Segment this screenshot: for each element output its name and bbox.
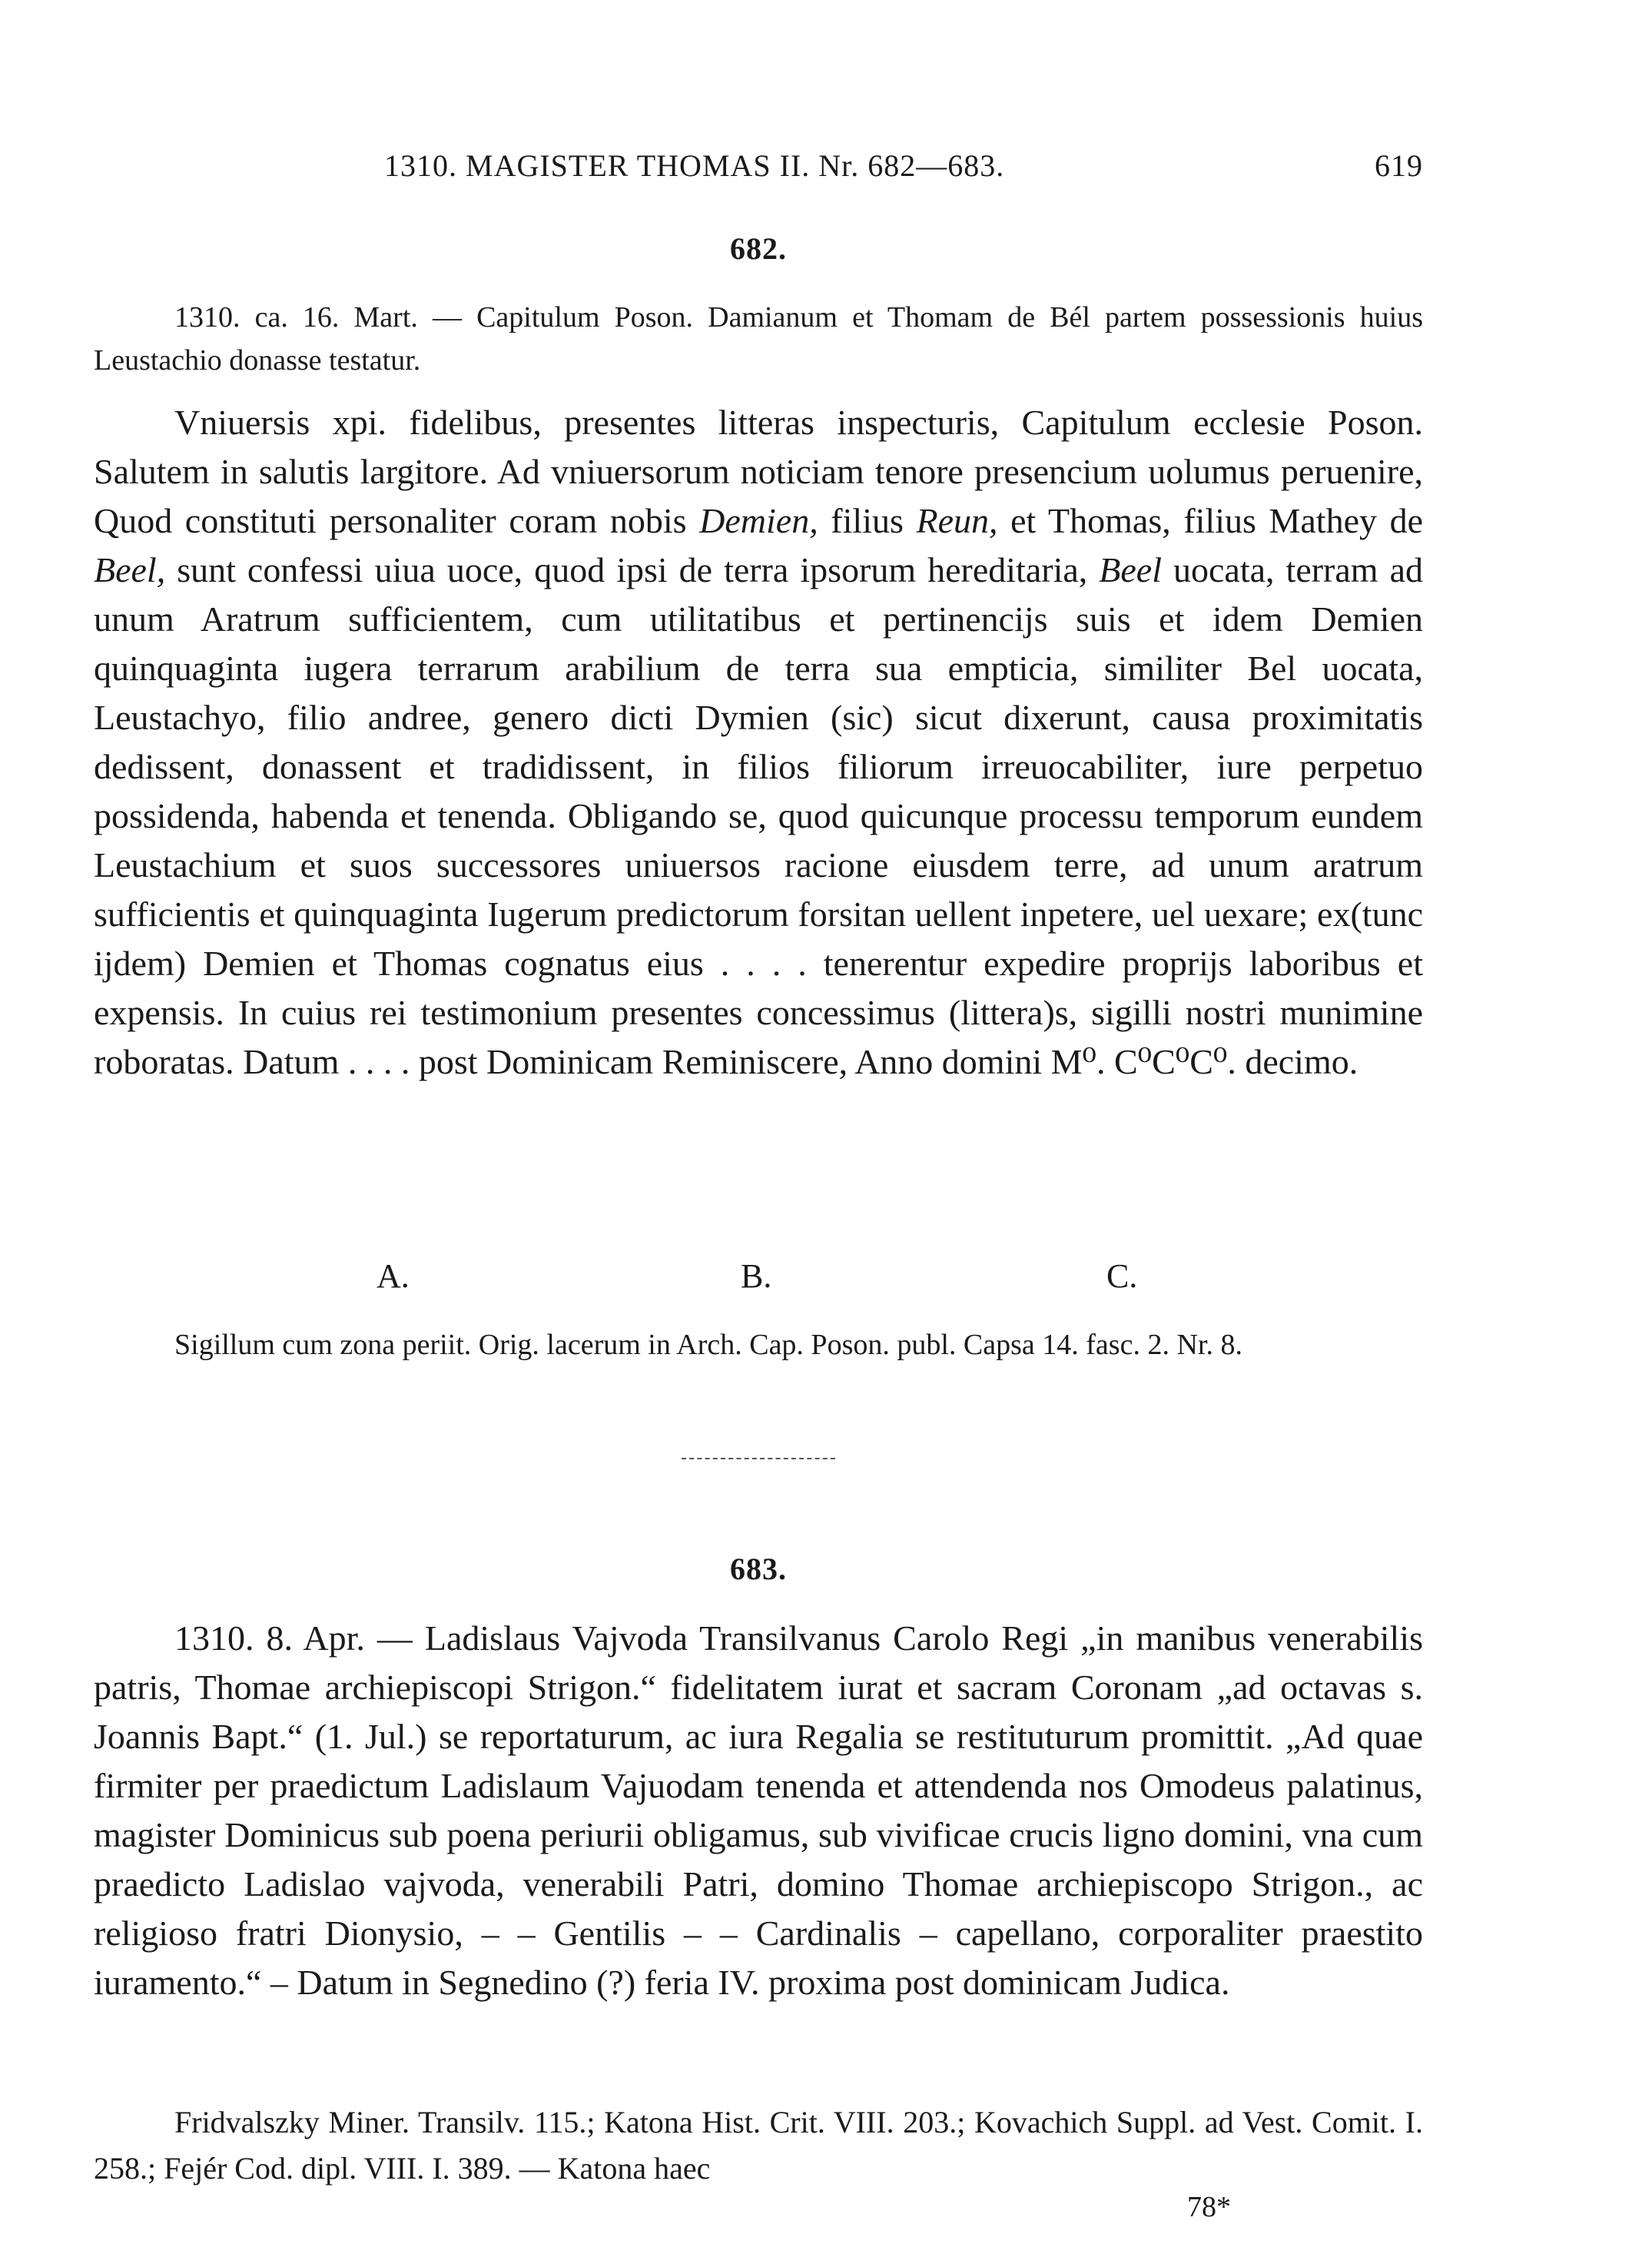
italic-name: Reun, (916, 501, 998, 540)
letter-b: B. (741, 1257, 772, 1295)
italic-name: Beel, (94, 550, 166, 589)
letter-c: C. (1106, 1257, 1138, 1295)
letter-a: A. (377, 1257, 410, 1295)
source-references-683: Fridvalszky Miner. Transilv. 115.; Katona Hist. Crit. VIII. 203.; Kovachich Suppl. ad Vest. Comit. I. 258.; Fejér Cod. dipl. VIII. I. 389. — Katona haec (94, 2105, 1423, 2186)
italic-name: Demien, (699, 501, 818, 540)
text-segment: sunt confessi uiua uoce, quod ipsi de terra ipsorum hereditaria, (165, 550, 1100, 589)
running-title: 1310. MAGISTER THOMAS II. Nr. 682—683. (384, 148, 1005, 183)
section-separator (682, 1458, 835, 1459)
document-number-682: 682. (730, 231, 787, 266)
witness-letters (94, 1256, 1423, 1303)
signature-mark: 78* (1187, 2191, 1231, 2223)
text-segment: uocata, terram ad unum Aratrum sufficientem, cum utilitatibus et pertinencijs suis et idem Demien quinquaginta iugera terrarum arabilium de terra sua empticia, similiter Bel uocata, Leustachyo, filio andree, genero dicti Dymien (sic) sicut dixerunt, causa proximitatis dedissent, donassent et tradidissent, in filios filiorum irreuocabiliter, iure perpetuo possidenda, habenda et tenenda. Obligando se, quod quicunque processu temporum eundem Leustachium et suos successores uniuersos racione eiusdem terre, ad unum aratrum sufficientis et quinquaginta Iugerum predictorum forsitan uellent inpetere, uel uexare; ex(tunc ijdem) Demien et Thomas cognatus eius . . . . tenerentur expedire proprijs laboribus et expensis. In cuius rei testimonium presentes concessimus (littera)s, sigilli nostri munimine roboratas. Datum . . . . post Dominicam Reminiscere, Anno domini M⁰. C⁰C⁰C⁰. decimo. (94, 550, 1423, 1081)
regest-683: 1310. 8. Apr. — Ladislaus Vajvoda Transilvanus Carolo Regi „in manibus venerabilis patris, Thomae archiepiscopi Strigon.“ fidelitatem iurat et sacram Coronam „ad octavas s. Joannis Bapt.“ (1. Jul.) se reportaturum, ac iura Regalia se restituturum promittit. „Ad quae firmiter per praedictum Ladislaum Vajuodam tenenda et attendenda nos Omodeus palatinus, magister Dominicus sub poena periurii obligamus, sub vivificae crucis ligno domini, vna cum praedicto Ladislao vajvoda, venerabili Patri, domino Thomae archiepiscopo Strigon., ac religioso fratri Dionysio, – – Gentilis – – Cardinalis – capellano, corporaliter praestito iuramento.“ – Datum in Segnedino (?) feria IV. proxima post dominicam Judica. (94, 1618, 1423, 2002)
regest-682: 1310. ca. 16. Mart. — Capitulum Poson. Damianum et Thomam de Bél partem possessionis huius Leustachio donasse testatur. (94, 301, 1423, 377)
text-segment: filius (818, 501, 917, 540)
text-segment: Vniuersis xpi. fidelibus, presentes litteras inspecturis, Capitulum ecclesie Poson. Salutem in salutis largitore. Ad vniuersorum noticiam tenore presencium uolumus peruenire, Quod constituti personaliter coram nobis (94, 403, 1423, 540)
text-segment: et Thomas, filius Mathey de (997, 501, 1424, 540)
archival-note-682: Sigillum cum zona periit. Orig. lacerum in Arch. Cap. Poson. publ. Capsa 14. fasc. 2. Nr. 8. (174, 1329, 1242, 1361)
document-number-683: 683. (730, 1552, 787, 1586)
running-head (94, 148, 1423, 194)
page-number: 619 (1375, 148, 1423, 183)
charter-text-682 (94, 398, 1423, 1087)
italic-name: Beel (1099, 550, 1162, 589)
